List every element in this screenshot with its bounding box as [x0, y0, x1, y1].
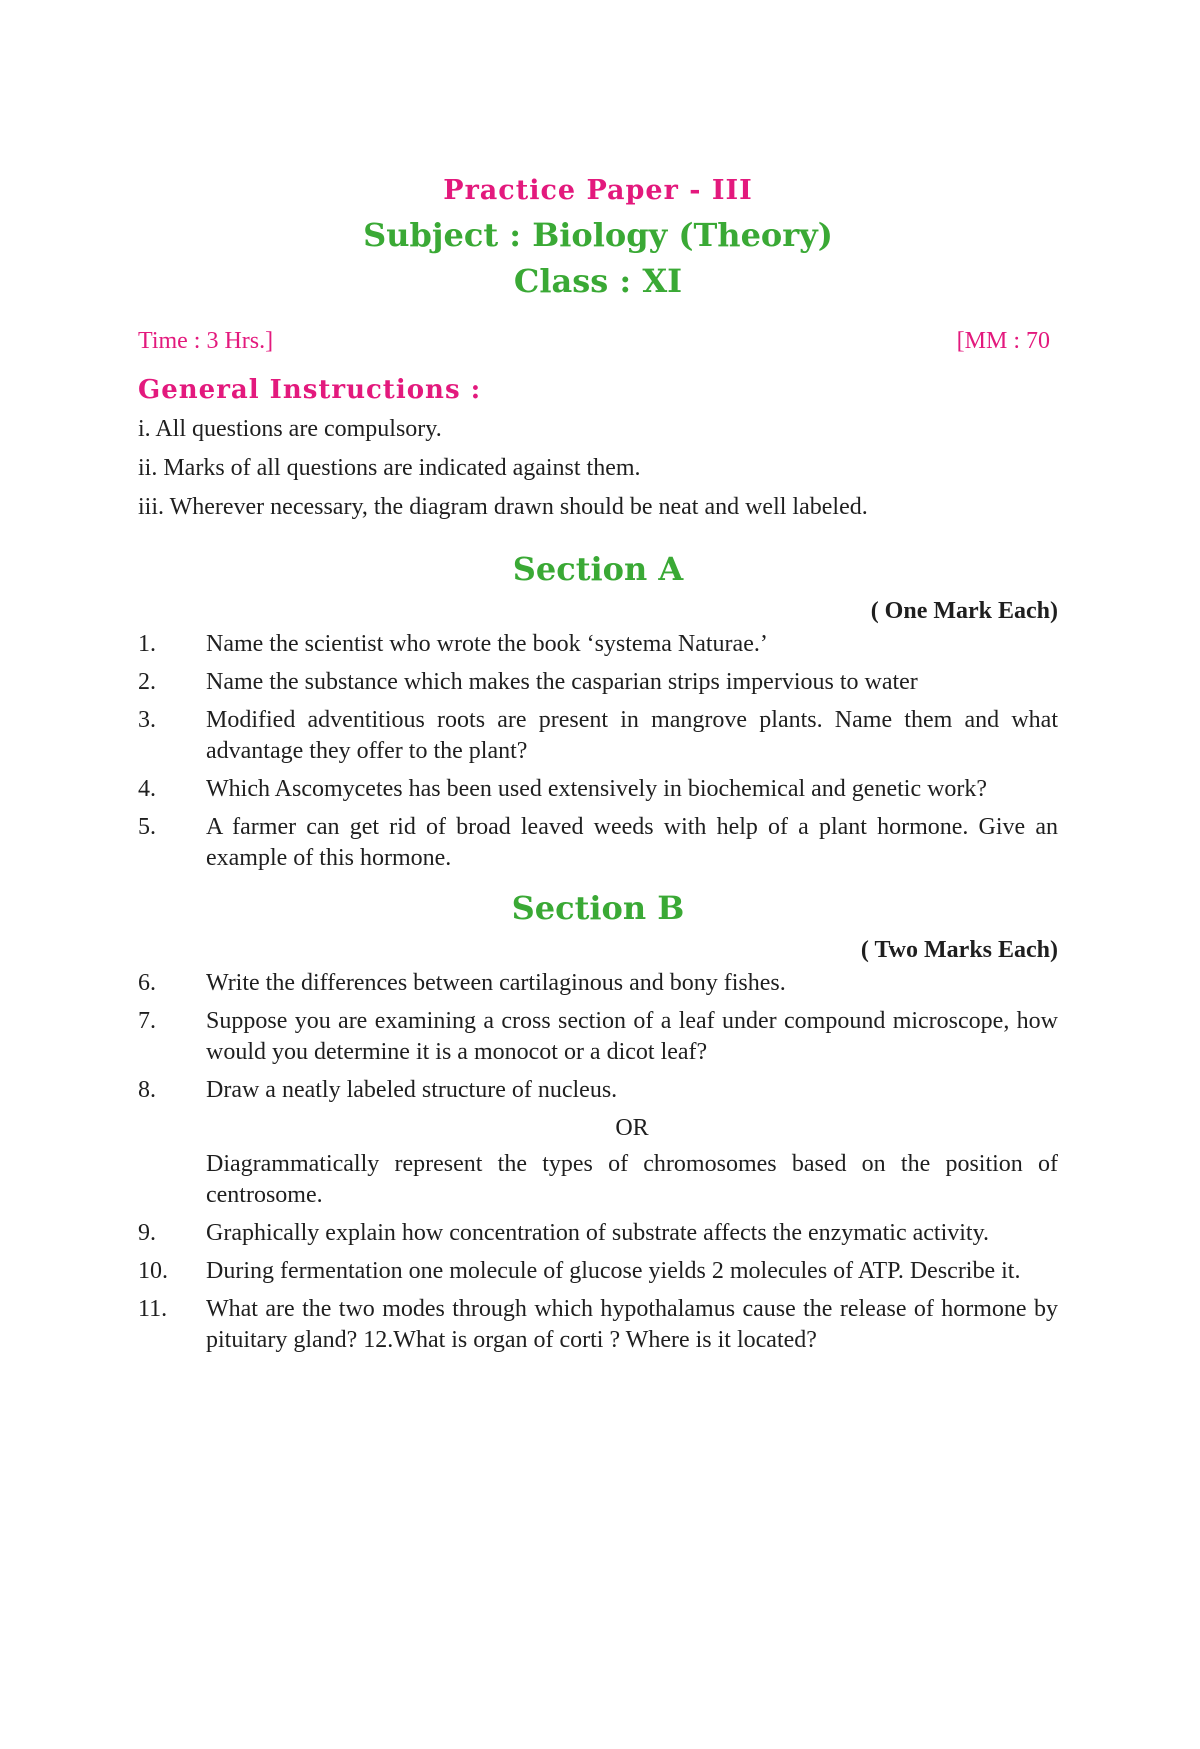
question-text: Modified adventitious roots are present in mangrove plants. Name them and what advantage they offer to the plant? — [206, 707, 1058, 764]
question-item — [138, 667, 1058, 698]
instruction-item: ii. Marks of all questions are indicated against them. — [138, 455, 641, 481]
section-a-marks-note: ( One Mark Each) — [870, 598, 1058, 624]
time-allowed: Time : 3 Hrs.] — [138, 328, 274, 354]
maximum-marks: [MM : 70 — [956, 328, 1050, 354]
question-text: Write the differences between cartilaginous and bony fishes. — [206, 970, 786, 996]
general-instructions-heading: General Instructions : — [138, 375, 482, 405]
paper-title: Practice Paper - III — [443, 175, 753, 206]
question-text: Which Ascomycetes has been used extensively in biochemical and genetic work? — [206, 776, 988, 802]
question-number: 6. — [138, 970, 156, 996]
question-number: 4. — [138, 776, 156, 802]
question-text: Name the scientist who wrote the book ‘systema Naturae.’ — [206, 631, 768, 657]
class-heading: Class : XI — [513, 262, 683, 300]
question-item — [138, 629, 1058, 660]
question-item — [138, 1294, 1058, 1356]
indent-spacer — [138, 1149, 206, 1211]
question-number: 2. — [138, 669, 156, 695]
question-item — [138, 774, 1058, 805]
instruction-item: iii. Wherever necessary, the diagram drawn should be neat and well labeled. — [138, 494, 868, 520]
question-item — [138, 705, 1058, 767]
question-item — [138, 1006, 1058, 1068]
question-number: 7. — [138, 1008, 156, 1034]
question-item — [138, 1256, 1058, 1287]
question-item — [138, 1075, 1058, 1106]
question-number: 3. — [138, 707, 156, 733]
question-paper-page — [138, 170, 1058, 1363]
question-text: What are the two modes through which hypothalamus cause the release of hormone by pituitary gland? 12.What is organ of corti ? Where is it located? — [206, 1296, 1058, 1353]
question-number: 1. — [138, 631, 156, 657]
question-item — [138, 812, 1058, 874]
question-text: A farmer can get rid of broad leaved weeds with help of a plant hormone. Give an example of this hormone. — [206, 814, 1058, 871]
question-text: Suppose you are examining a cross section of a leaf under compound microscope, how would you determine it is a monocot or a dicot leaf? — [206, 1008, 1058, 1065]
question-number: 8. — [138, 1077, 156, 1103]
question-number: 9. — [138, 1220, 156, 1246]
question-text: Draw a neatly labeled structure of nucleus. — [206, 1077, 618, 1103]
time-marks-row — [138, 324, 1058, 358]
question-number: 5. — [138, 814, 156, 840]
or-separator: OR — [615, 1115, 649, 1141]
question-number: 10. — [138, 1258, 168, 1284]
question-text: Name the substance which makes the casparian strips impervious to water — [206, 669, 918, 695]
question-item — [138, 1218, 1058, 1249]
instruction-item: i. All questions are compulsory. — [138, 416, 442, 442]
question-alternative — [138, 1149, 1058, 1211]
section-b-marks-note: ( Two Marks Each) — [860, 937, 1058, 963]
subject-heading: Subject : Biology (Theory) — [363, 216, 833, 254]
question-alternative-text: Diagrammatically represent the types of chromosomes based on the position of centrosome. — [206, 1151, 1058, 1208]
section-a-title: Section A — [512, 550, 684, 588]
question-number: 11. — [138, 1296, 168, 1322]
question-item — [138, 968, 1058, 999]
question-text: Graphically explain how concentration of substrate affects the enzymatic activity. — [206, 1220, 990, 1246]
question-text: During fermentation one molecule of glucose yields 2 molecules of ATP. Describe it. — [206, 1258, 1021, 1284]
section-b-title: Section B — [511, 889, 685, 927]
